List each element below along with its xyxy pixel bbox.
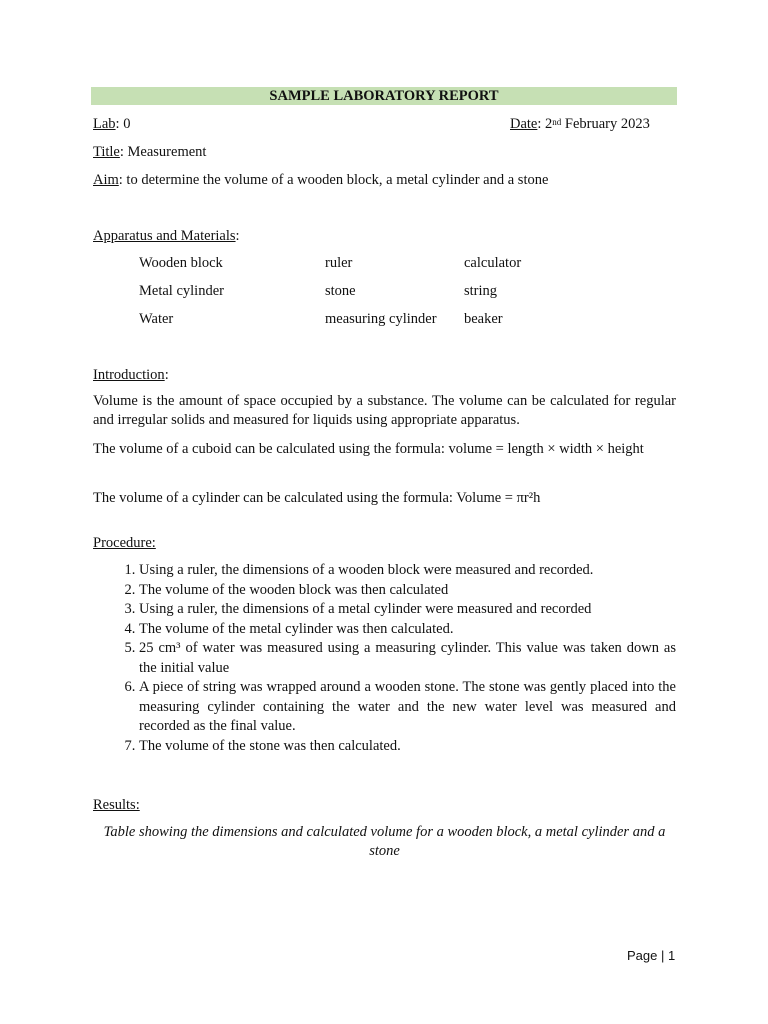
apparatus-item: calculator [464,255,522,271]
lab-value: : 0 [115,116,131,132]
introduction-heading-colon: : [164,367,169,383]
procedure-heading [93,534,156,552]
procedure-step: 5. 25 cm³ of water was measured using a measuring cylinder. This value was taken down as the initial value [139,639,676,678]
date-line [510,115,650,133]
apparatus-item: Metal cylinder [139,283,224,299]
apparatus-item: Wooden block [139,255,223,271]
introduction-paragraph: The volume of a cylinder can be calculated using the formula: Volume = πr²h [93,490,541,506]
apparatus-item: measuring cylinder [325,311,437,327]
procedure-step: 7. The volume of the stone was then calculated. [139,737,676,757]
aim-value: : to determine the volume of a wooden block, a metal cylinder and a stone [118,172,549,188]
apparatus-item: string [464,283,498,299]
results-heading [93,796,140,814]
procedure-step: 4. The volume of the metal cylinder was then calculated. [139,620,676,640]
aim-label: Aim [93,172,119,188]
title-label: Title [93,144,120,160]
procedure-step: 3. Using a ruler, the dimensions of a metal cylinder were measured and recorded [139,600,676,620]
page-number: Page | 1 [627,948,676,963]
apparatus-item: stone [325,283,356,299]
date-superscript: nd [552,117,562,127]
report-title-banner: SAMPLE LABORATORY REPORT [91,87,677,105]
introduction-heading-text: Introduction [93,367,165,383]
date-label: Date [510,116,538,132]
procedure-step: 2. The volume of the wooden block was then calculated [139,581,676,601]
procedure-heading-text: Procedure: [93,535,156,551]
apparatus-heading-text: Apparatus and Materials [93,228,236,244]
apparatus-heading-colon: : [235,228,240,244]
lab-line [93,115,130,133]
apparatus-item: Water [139,311,174,327]
date-prefix: : 2 [537,116,553,132]
apparatus-item: beaker [464,311,503,327]
results-heading-text: Results: [93,797,140,813]
introduction-paragraph: Volume is the amount of space occupied by a substance. The volume can be calculated for regular and irregular solids and measured for liquids using appropriate apparatus. [93,393,676,428]
date-suffix: February 2023 [561,116,650,132]
aim-line [93,171,548,189]
apparatus-heading [93,227,240,245]
introduction-heading [93,366,169,384]
apparatus-item: ruler [325,255,353,271]
title-value: : Measurement [119,144,207,160]
procedure-list [93,561,676,756]
table-caption: Table showing the dimensions and calculated volume for a wooden block, a metal cylinder and a stone [103,824,666,859]
procedure-step: 1. Using a ruler, the dimensions of a wooden block were measured and recorded. [139,561,676,581]
lab-label: Lab [93,116,116,132]
title-line [93,143,206,161]
introduction-paragraph: The volume of a cuboid can be calculated using the formula: volume = length × width × height [93,441,644,457]
procedure-step: 6. A piece of string was wrapped around a wooden stone. The stone was gently placed into the measuring cylinder containing the water and the new water level was measured and recorded as the final value. [139,678,676,737]
